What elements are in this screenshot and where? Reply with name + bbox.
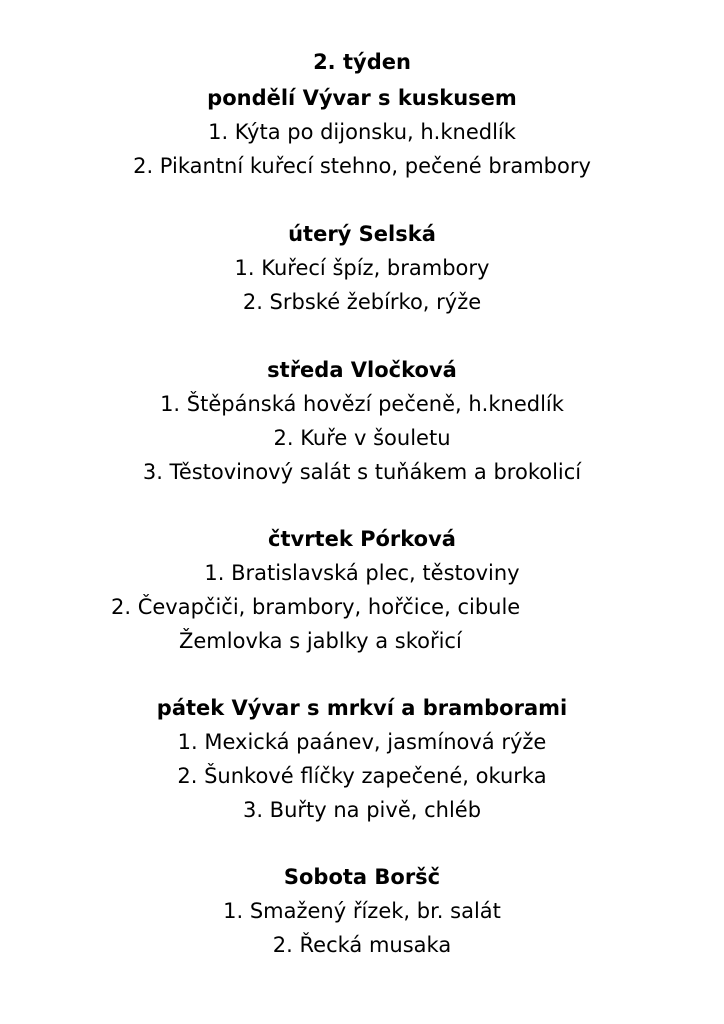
day-heading-monday: pondělí Vývar s kuskusem [207,86,517,110]
menu-item: 3. Těstovinový salát s tuňákem a brokolicí [142,460,582,484]
menu-item-dessert: Žemlovka s jablky a skořicí [179,629,462,653]
menu-item: 2. Řecká musaka [272,933,452,957]
week-title: 2. týden [313,50,411,74]
menu-item: 1. Kuřecí špíz, brambory [234,256,490,280]
menu-item: 1. Mexická paánev, jasmínová rýže [177,730,547,754]
menu-item: 2. Srbské žebírko, rýže [242,290,482,314]
menu-item: 2. Šunkové flíčky zapečené, okurka [177,764,547,788]
menu-item: 2. Čevapčiči, brambory, hořčice, cibule [111,595,521,619]
day-heading-wednesday: středa Vločková [267,358,457,382]
menu-item: 1. Štěpánská hovězí pečeně, h.knedlík [160,392,564,416]
menu-item: 2. Pikantní kuřecí stehno, pečené brambory [133,154,591,178]
menu-item: 3. Buřty na pivě, chléb [242,798,482,822]
menu-item: 1. Kýta po dijonsku, h.knedlík [208,120,516,144]
menu-item: 1. Smažený řízek, br. salát [223,899,501,923]
menu-item: 2. Kuře v šouletu [273,426,451,450]
day-heading-friday: pátek Vývar s mrkví a bramborami [156,696,568,720]
day-heading-saturday: Sobota Boršč [283,865,441,889]
menu-item: 1. Bratislavská plec, těstoviny [204,561,520,585]
day-heading-tuesday: úterý Selská [288,222,436,246]
day-heading-thursday: čtvrtek Pórková [268,527,456,551]
